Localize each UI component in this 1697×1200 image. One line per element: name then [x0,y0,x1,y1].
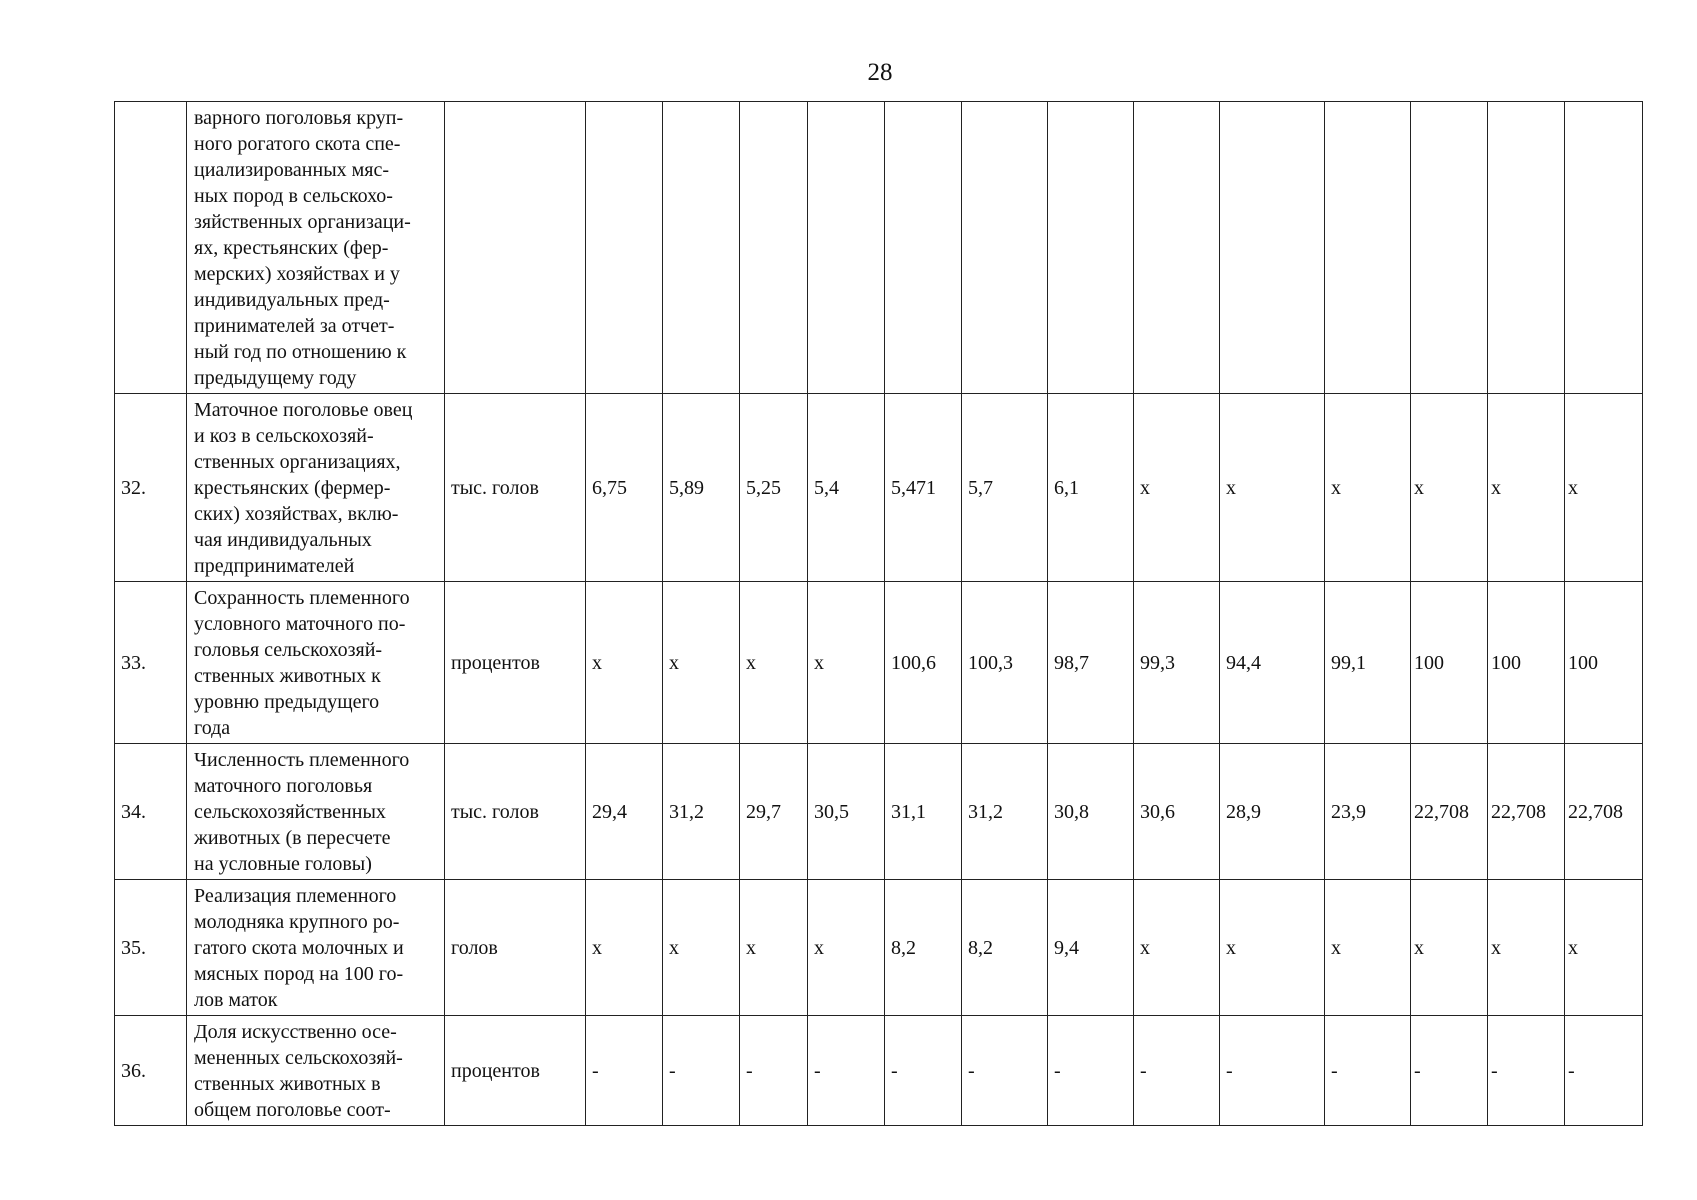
value-cell [808,102,885,394]
value-cell: - [962,1016,1048,1126]
row-number-cell: 36. [115,1016,187,1126]
value-cell: 100,6 [885,582,962,744]
table-row [115,1016,1643,1126]
indicator-description-line: молодняка крупного ро- [194,911,400,933]
value-cell [663,102,740,394]
value-cell: 9,4 [1048,880,1134,1016]
unit-cell: процентов [445,582,586,744]
value-cell: 6,75 [586,394,663,582]
value-cell: - [1048,1016,1134,1126]
row-number-cell: 34. [115,744,187,880]
value-cell: x [740,880,808,1016]
value-cell: - [1565,1016,1643,1126]
value-cell: x [1325,880,1411,1016]
value-cell [1325,102,1411,394]
indicator-description-line: уровню предыдущего [194,691,380,713]
value-cell: - [1134,1016,1220,1126]
indicator-description-line: Реализация племенного [194,885,397,907]
value-cell: - [1220,1016,1325,1126]
value-cell: 31,2 [962,744,1048,880]
value-cell: x [1565,394,1643,582]
value-cell [1565,102,1643,394]
value-cell: x [1565,880,1643,1016]
value-cell: 5,4 [808,394,885,582]
value-cell: 5,7 [962,394,1048,582]
value-cell: 31,2 [663,744,740,880]
table-row [115,582,1643,744]
indicator-description-line: ственных животных в [194,1073,381,1095]
value-cell: 30,5 [808,744,885,880]
indicator-description-line: животных (в пересчете [194,827,391,849]
value-cell: 100 [1488,582,1565,744]
indicator-description-line: мясных пород на 100 го- [194,963,404,985]
table-row [115,880,1643,1016]
value-cell: x [808,880,885,1016]
value-cell: 6,1 [1048,394,1134,582]
value-cell: 8,2 [962,880,1048,1016]
row-number-cell: 35. [115,880,187,1016]
indicator-description-line: условного маточного по- [194,613,406,635]
indicator-description-line: ственных организациях, [194,451,401,473]
value-cell: 100,3 [962,582,1048,744]
value-cell: - [1488,1016,1565,1126]
indicator-description-line: ного рогатого скота спе- [194,133,401,155]
page-number: 28 [867,59,893,86]
value-cell: x [1220,394,1325,582]
indicator-description-line: ях, крестьянских (фер- [194,237,389,259]
unit-cell: процентов [445,1016,586,1126]
value-cell: x [1134,394,1220,582]
indicator-description-line: циализированных мяс- [194,159,390,181]
indicator-description-line: на условные головы) [194,853,372,875]
row-number-cell [115,102,187,394]
value-cell: - [586,1016,663,1126]
value-cell: 99,1 [1325,582,1411,744]
row-number-cell: 33. [115,582,187,744]
table-row [115,394,1643,582]
value-cell: 5,89 [663,394,740,582]
value-cell: 30,8 [1048,744,1134,880]
value-cell: 22,708 [1488,744,1565,880]
value-cell: 94,4 [1220,582,1325,744]
indicator-description-line: ственных животных к [194,665,381,687]
indicator-description-line: предыдущему году [194,367,357,389]
value-cell: x [1488,394,1565,582]
indicator-description-cell [187,1016,445,1126]
value-cell: - [663,1016,740,1126]
unit-cell [445,102,586,394]
value-cell: x [740,582,808,744]
value-cell [1048,102,1134,394]
value-cell [1220,102,1325,394]
value-cell: x [663,582,740,744]
value-cell: 100 [1411,582,1488,744]
value-cell: 31,1 [885,744,962,880]
indicator-description-line: ных пород в сельскохо- [194,185,393,207]
value-cell: 100 [1565,582,1643,744]
value-cell: 98,7 [1048,582,1134,744]
value-cell: 29,4 [586,744,663,880]
indicator-description-line: индивидуальных пред- [194,289,390,311]
value-cell: - [740,1016,808,1126]
value-cell: 5,471 [885,394,962,582]
indicator-description-line: сельскохозяйственных [194,801,386,823]
indicator-description-line: мененных сельскохозяй- [194,1047,403,1069]
indicator-description-line: мерских) хозяйствах и у [194,263,400,285]
value-cell: x [1134,880,1220,1016]
indicator-description-line: Доля искусственно осе- [194,1021,397,1043]
value-cell: x [1488,880,1565,1016]
table-row [115,744,1643,880]
indicator-description-line: Маточное поголовье овец [194,399,413,421]
indicator-description-line: Численность племенного [194,749,410,771]
indicator-description-line: ный год по отношению к [194,341,407,363]
value-cell: x [1220,880,1325,1016]
value-cell: - [808,1016,885,1126]
indicator-description-line: крестьянских (фермер- [194,477,391,499]
value-cell: 30,6 [1134,744,1220,880]
value-cell: - [1325,1016,1411,1126]
indicator-description-cell [187,102,445,394]
indicator-description-line: предпринимателей [194,555,355,577]
indicator-description-line: варного поголовья круп- [194,107,404,129]
value-cell: 8,2 [885,880,962,1016]
indicator-description-line: зяйственных организаци- [194,211,411,233]
indicators-table [114,101,1643,1126]
value-cell [586,102,663,394]
value-cell: 99,3 [1134,582,1220,744]
indicator-description-cell [187,582,445,744]
indicator-description-cell [187,394,445,582]
value-cell: 23,9 [1325,744,1411,880]
value-cell: 22,708 [1411,744,1488,880]
value-cell: x [1411,394,1488,582]
value-cell: 29,7 [740,744,808,880]
value-cell [740,102,808,394]
value-cell [962,102,1048,394]
indicator-description-line: чая индивидуальных [194,529,372,551]
table-row [115,102,1643,394]
value-cell: x [586,582,663,744]
value-cell: x [808,582,885,744]
value-cell: x [1411,880,1488,1016]
indicator-description-line: головья сельскохозяй- [194,639,383,661]
value-cell: - [885,1016,962,1126]
indicator-description-line: и коз в сельскохозяй- [194,425,374,447]
value-cell: x [1325,394,1411,582]
indicator-description-line: года [194,717,231,739]
unit-cell: тыс. голов [445,744,586,880]
indicator-description-line: Сохранность племенного [194,587,410,609]
value-cell [1488,102,1565,394]
indicator-description-line: лов маток [194,989,278,1011]
value-cell: x [663,880,740,1016]
indicator-description-line: маточного поголовья [194,775,373,797]
indicator-description-line: гатого скота молочных и [194,937,404,959]
indicator-description-line: ских) хозяйствах, вклю- [194,503,399,525]
indicator-description-line: принимателей за отчет- [194,315,395,337]
indicator-description-cell [187,880,445,1016]
value-cell: 22,708 [1565,744,1643,880]
unit-cell: тыс. голов [445,394,586,582]
value-cell: - [1411,1016,1488,1126]
value-cell [1411,102,1488,394]
value-cell [1134,102,1220,394]
row-number-cell: 32. [115,394,187,582]
indicator-description-line: общем поголовье соот- [194,1099,391,1121]
value-cell: 5,25 [740,394,808,582]
value-cell: 28,9 [1220,744,1325,880]
unit-cell: голов [445,880,586,1016]
indicator-description-cell [187,744,445,880]
value-cell [885,102,962,394]
value-cell: x [586,880,663,1016]
